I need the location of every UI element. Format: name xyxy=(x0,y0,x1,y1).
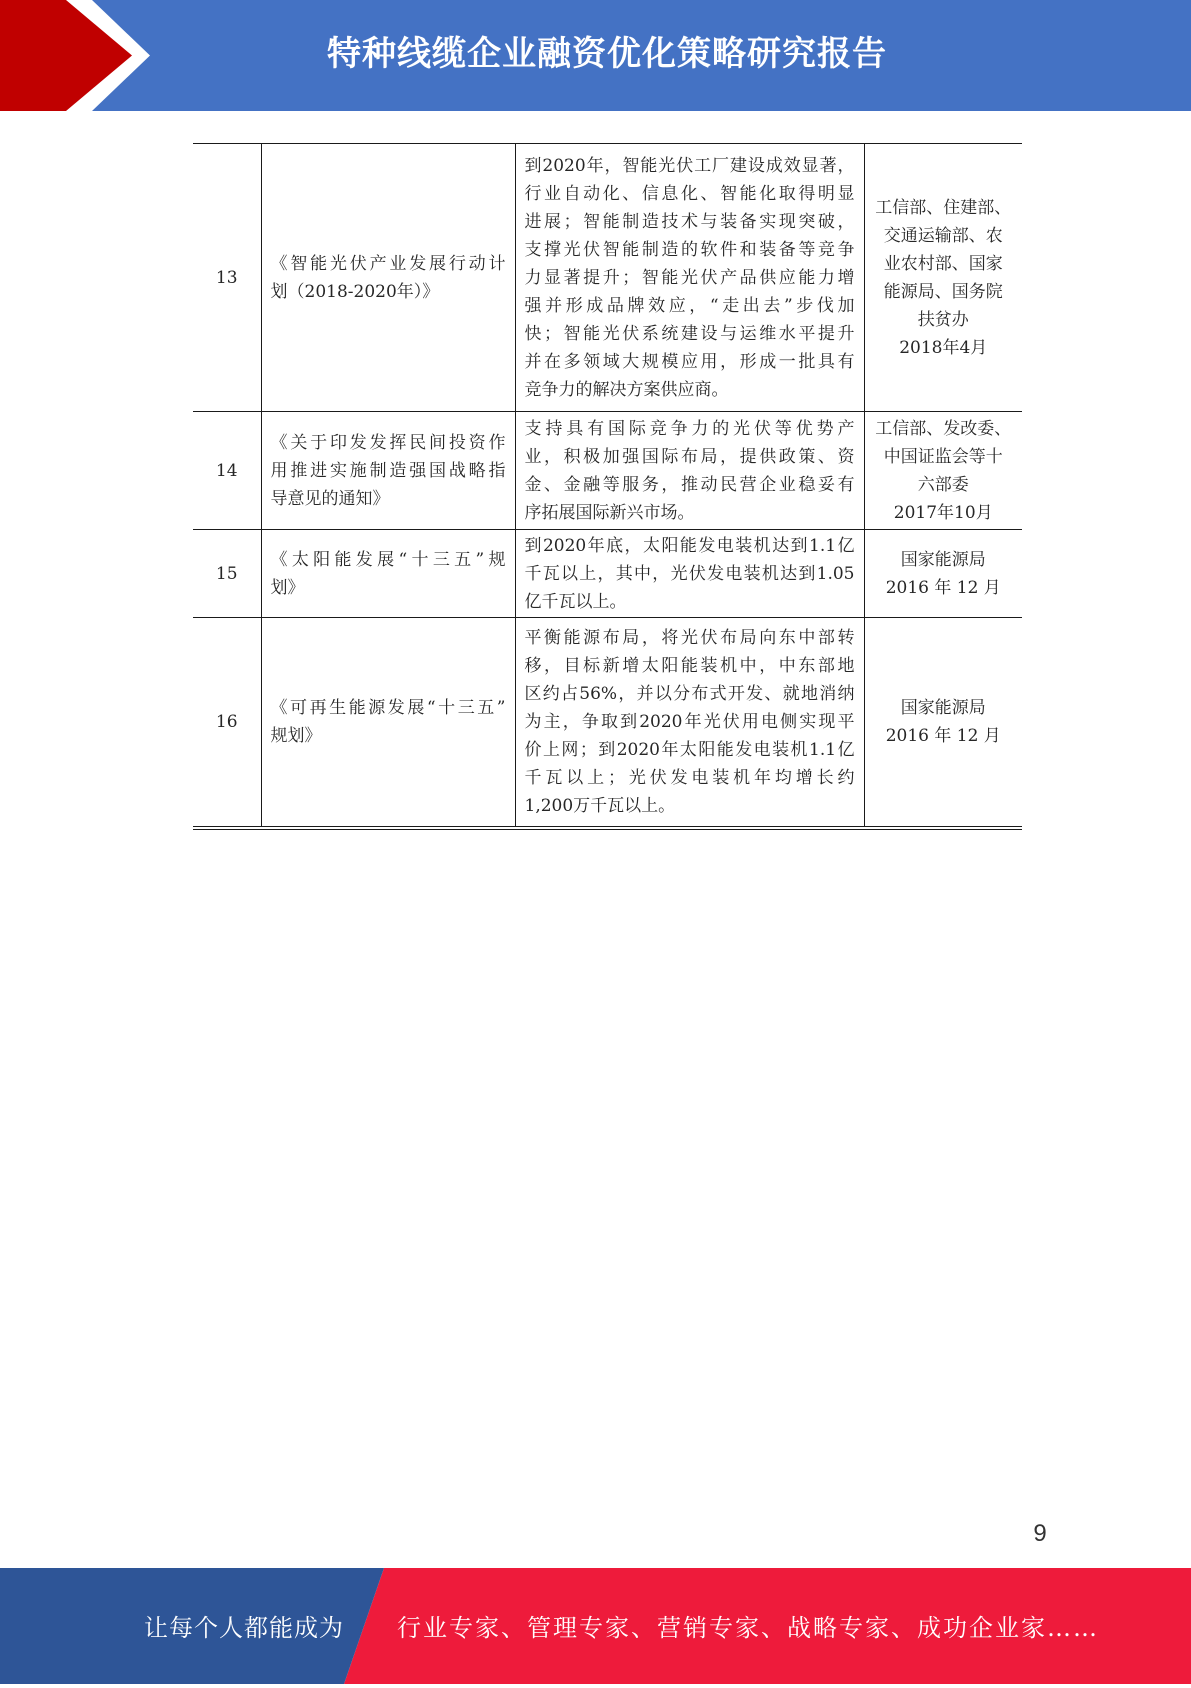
policy-content-line: 业，积极加强国际布局，提供政策、资 xyxy=(524,446,855,467)
policy-content-line: 竞争力的解决方案供应商。 xyxy=(524,379,729,400)
table-row xyxy=(193,412,1022,530)
table-row xyxy=(193,530,1022,618)
policy-content-line: 行业自动化、信息化、智能化取得明显 xyxy=(524,183,855,204)
policy-content-line: 强并形成品牌效应，“走出去”步伐加 xyxy=(524,295,855,316)
policy-content-line: 快；智能光伏系统建设与运维水平提升 xyxy=(524,323,855,344)
policy-content-line: 亿千瓦以上。 xyxy=(524,591,627,612)
issuer-date-line: 2017年10月 xyxy=(893,502,993,523)
policy-content-cell xyxy=(515,412,864,530)
issuer-date-line: 2016 年 12 月 xyxy=(885,577,1001,598)
policy-content-line: 平衡能源布局，将光伏布局向东中部转 xyxy=(524,627,855,648)
policy-name-line: 划》 xyxy=(270,577,305,598)
page-footer xyxy=(0,1568,1191,1684)
issuer-date-cell xyxy=(864,618,1022,828)
row-number: 16 xyxy=(215,711,238,732)
policy-content-line: 金、金融等服务，推动民营企业稳妥有 xyxy=(524,474,855,495)
footer-tagline: 行业专家、管理专家、营销专家、战略专家、成功企业家…… xyxy=(397,1614,1099,1642)
policy-content-cell xyxy=(515,530,864,618)
policy-name-line: 《太阳能发展“十三五”规 xyxy=(270,549,506,570)
policy-content-line: 千瓦以上；光伏发电装机年均增长约 xyxy=(524,767,855,788)
policy-name-line: 规划》 xyxy=(270,725,322,746)
policy-content-line: 千瓦以上，其中，光伏发电装机达到1.05 xyxy=(524,563,855,584)
policy-content-cell xyxy=(515,144,864,412)
policy-content-line: 进展；智能制造技术与装备实现突破， xyxy=(524,211,855,232)
issuer-date-line: 扶贫办 xyxy=(917,309,969,330)
footer-lead-text: 让每个人都能成为 xyxy=(144,1614,344,1642)
policy-name-line: 《关于印发发挥民间投资作 xyxy=(270,432,506,453)
issuer-date-cell xyxy=(864,144,1022,412)
row-number-cell xyxy=(193,144,261,412)
policy-name-line: 《可再生能源发展“十三五” xyxy=(270,697,506,718)
row-number: 15 xyxy=(215,563,238,584)
policy-table xyxy=(193,143,1022,830)
policy-content-cell xyxy=(515,618,864,828)
policy-name-cell xyxy=(261,618,515,828)
issuer-date-line: 工信部、住建部、 xyxy=(875,197,1012,218)
issuer-date-line: 工信部、发改委、 xyxy=(875,418,1012,439)
policy-name-cell xyxy=(261,530,515,618)
policy-name-cell xyxy=(261,144,515,412)
policy-content-line: 支撑光伏智能制造的软件和装备等竞争 xyxy=(524,239,855,260)
issuer-date-cell xyxy=(864,530,1022,618)
row-number: 14 xyxy=(215,460,238,481)
row-number-cell xyxy=(193,530,261,618)
policy-content-line: 区约占56%，并以分布式开发、就地消纳 xyxy=(524,683,855,704)
issuer-date-line: 国家能源局 xyxy=(900,697,986,718)
issuer-date-line: 交通运输部、农 xyxy=(883,225,1003,246)
issuer-date-line: 2018年4月 xyxy=(899,337,988,358)
issuer-date-line: 六部委 xyxy=(917,474,969,495)
report-header xyxy=(0,0,1191,111)
issuer-date-line: 国家能源局 xyxy=(900,549,986,570)
policy-content-line: 移，目标新增太阳能装机中，中东部地 xyxy=(524,655,855,676)
policy-content-line: 并在多领域大规模应用，形成一批具有 xyxy=(524,351,855,372)
policy-content-line: 力显著提升；智能光伏产品供应能力增 xyxy=(524,267,855,288)
policy-content-line: 价上网；到2020年太阳能发电装机1.1亿 xyxy=(524,739,855,760)
policy-content-line: 为主，争取到2020年光伏用电侧实现平 xyxy=(524,711,855,732)
policy-content-line: 1,200万千瓦以上。 xyxy=(524,795,676,816)
policy-name-line: 划（2018-2020年）》 xyxy=(270,281,440,302)
issuer-date-line: 业农村部、国家 xyxy=(883,253,1003,274)
report-title: 特种线缆企业融资优化策略研究报告 xyxy=(327,35,887,73)
policy-name-line: 导意见的通知》 xyxy=(270,488,390,509)
policy-content-line: 支持具有国际竞争力的光伏等优势产 xyxy=(524,418,855,439)
row-number: 13 xyxy=(215,267,238,288)
row-number-cell xyxy=(193,618,261,828)
issuer-date-line: 中国证监会等十 xyxy=(883,446,1003,467)
policy-content-line: 到2020年，智能光伏工厂建设成效显著， xyxy=(524,155,855,176)
policy-name-line: 用推进实施制造强国战略指 xyxy=(270,460,506,481)
policy-content-line: 序拓展国际新兴市场。 xyxy=(524,502,695,523)
issuer-date-line: 2016 年 12 月 xyxy=(885,725,1001,746)
policy-table-body xyxy=(193,144,1022,828)
policy-name-cell xyxy=(261,412,515,530)
table-row xyxy=(193,144,1022,412)
page-number: 9 xyxy=(1033,1520,1047,1547)
row-number-cell xyxy=(193,412,261,530)
table-row xyxy=(193,618,1022,828)
issuer-date-line: 能源局、国务院 xyxy=(883,281,1003,302)
issuer-date-cell xyxy=(864,412,1022,530)
policy-content-line: 到2020年底，太阳能发电装机达到1.1亿 xyxy=(524,535,855,556)
policy-name-line: 《智能光伏产业发展行动计 xyxy=(270,253,506,274)
